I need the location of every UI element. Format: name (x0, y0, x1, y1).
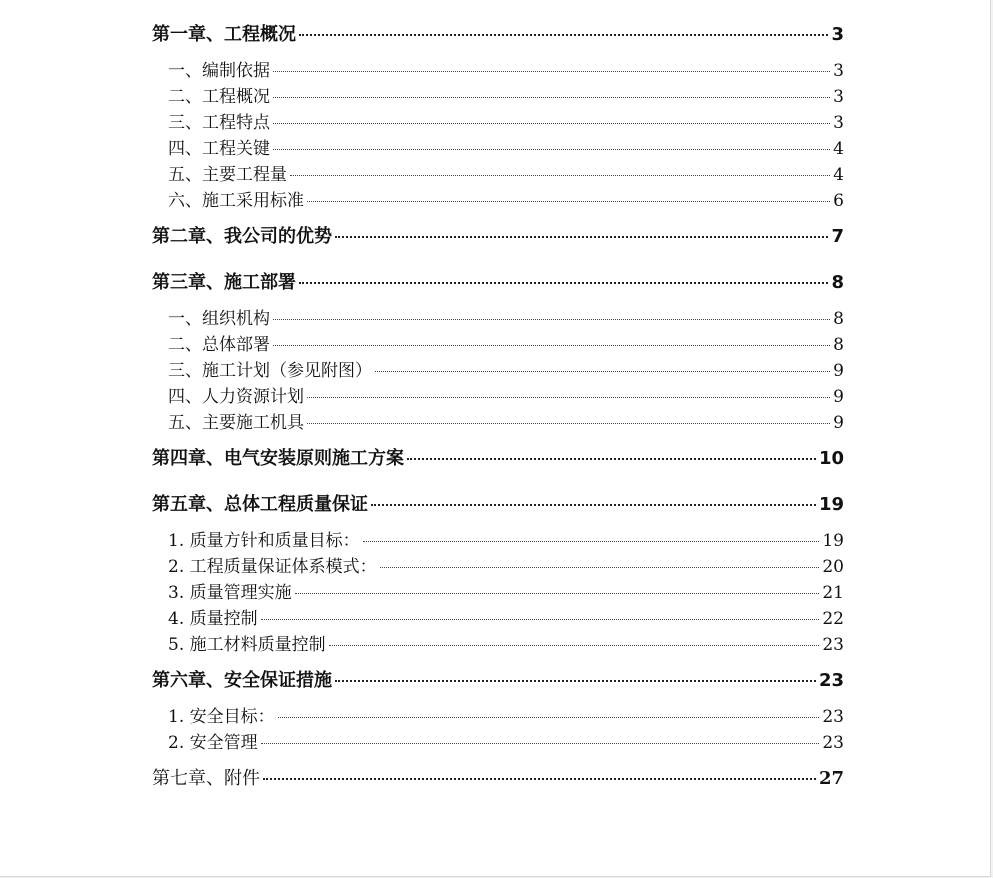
toc-entry[interactable] (152, 634, 844, 656)
toc-entry-title: 二、总体部署 (168, 335, 270, 355)
toc-entry-title: 一、编制依据 (168, 61, 270, 81)
toc-entry[interactable] (152, 670, 844, 692)
dot-leader (273, 123, 830, 124)
toc-entry-page: 7 (831, 226, 844, 247)
toc-entry[interactable] (152, 412, 844, 434)
dot-leader (307, 397, 830, 398)
dot-leader (329, 645, 820, 646)
dot-leader (299, 282, 828, 284)
toc-entry[interactable] (152, 768, 844, 790)
dot-leader (261, 619, 820, 620)
toc-entry-title: 1. 安全目标： (168, 707, 275, 727)
toc-entry-title: 3. 质量管理实施 (168, 583, 292, 603)
toc-entry-page: 8 (831, 272, 844, 293)
toc-entry-page: 19 (818, 494, 844, 515)
toc-entry-title: 4. 质量控制 (168, 609, 258, 629)
toc-entry-title: 第一章、工程概况 (152, 24, 296, 45)
toc-entry[interactable] (152, 272, 844, 294)
toc-entry-title: 第七章、附件 (152, 768, 260, 789)
toc-entry-page: 6 (833, 191, 844, 211)
toc-entry-title: 六、施工采用标准 (168, 191, 304, 211)
toc-entry[interactable] (152, 138, 844, 160)
toc-entry-page: 3 (833, 87, 844, 107)
toc-entry[interactable] (152, 360, 844, 382)
toc-entry[interactable] (152, 86, 844, 108)
toc-entry[interactable] (152, 556, 844, 578)
toc-entry[interactable] (152, 448, 844, 470)
toc-entry-title: 2. 工程质量保证体系模式： (168, 557, 377, 577)
dot-leader (307, 201, 830, 202)
dot-leader (307, 423, 830, 424)
toc-entry[interactable] (152, 112, 844, 134)
dot-leader (263, 778, 816, 780)
toc-entry[interactable] (152, 582, 844, 604)
toc-entry[interactable] (152, 60, 844, 82)
toc-entry-page: 9 (833, 387, 844, 407)
toc-entry-title: 二、工程概况 (168, 87, 270, 107)
toc-entry-title: 四、人力资源计划 (168, 387, 304, 407)
dot-leader (273, 97, 830, 98)
dot-leader (407, 458, 816, 460)
toc-entry[interactable] (152, 386, 844, 408)
toc-entry-page: 4 (833, 165, 844, 185)
toc-entry-page: 23 (822, 707, 844, 727)
toc-entry-title: 第五章、总体工程质量保证 (152, 494, 368, 515)
toc-entry[interactable] (152, 334, 844, 356)
dot-leader (299, 34, 828, 36)
toc-entry-title: 5. 施工材料质量控制 (168, 635, 326, 655)
toc-entry-title: 1. 质量方针和质量目标： (168, 531, 360, 551)
toc-entry-title: 第三章、施工部署 (152, 272, 296, 293)
toc-entry[interactable] (152, 226, 844, 248)
toc-entry[interactable] (152, 24, 844, 46)
toc-entry-title: 三、施工计划（参见附图） (168, 361, 372, 381)
toc-entry-title: 第六章、安全保证措施 (152, 670, 332, 691)
dot-leader (273, 319, 830, 320)
dot-leader (363, 541, 820, 542)
toc-entry-page: 21 (822, 583, 844, 603)
dot-leader (261, 743, 820, 744)
toc-entry-page: 9 (833, 361, 844, 381)
toc-entry-page: 8 (833, 335, 844, 355)
toc-entry-page: 8 (833, 309, 844, 329)
dot-leader (295, 593, 820, 594)
toc-entry-page: 10 (818, 448, 844, 469)
toc-entry-title: 五、主要工程量 (168, 165, 287, 185)
toc-entry-title: 2. 安全管理 (168, 733, 258, 753)
toc-entry[interactable] (152, 308, 844, 330)
toc-entry-title: 一、组织机构 (168, 309, 270, 329)
toc-entry[interactable] (152, 732, 844, 754)
toc-entry[interactable] (152, 530, 844, 552)
toc-entry-page: 20 (822, 557, 844, 577)
toc-entry-page: 23 (822, 733, 844, 753)
dot-leader (278, 717, 820, 718)
toc-entry-title: 五、主要施工机具 (168, 413, 304, 433)
toc-entry-page: 23 (822, 635, 844, 655)
toc-entry-page: 23 (818, 670, 844, 691)
dot-leader (273, 149, 830, 150)
dot-leader (335, 236, 828, 238)
dot-leader (273, 71, 830, 72)
dot-leader (335, 680, 816, 682)
toc-entry-page: 19 (822, 531, 844, 551)
toc-entry[interactable] (152, 164, 844, 186)
toc-entry-page: 3 (833, 113, 844, 133)
toc-entry-page: 3 (833, 61, 844, 81)
toc-entry-title: 第二章、我公司的优势 (152, 226, 332, 247)
toc-entry[interactable] (152, 706, 844, 728)
dot-leader (290, 175, 830, 176)
toc-entry-page: 4 (833, 139, 844, 159)
toc-entry-page: 22 (822, 609, 844, 629)
dot-leader (375, 371, 830, 372)
toc-entry-title: 三、工程特点 (168, 113, 270, 133)
dot-leader (371, 504, 816, 506)
toc-entry[interactable] (152, 608, 844, 630)
toc-entry[interactable] (152, 494, 844, 516)
toc-entry-title: 第四章、电气安装原则施工方案 (152, 448, 404, 469)
dot-leader (273, 345, 830, 346)
dot-leader (380, 567, 820, 568)
toc-entry-page: 9 (833, 413, 844, 433)
toc-entry[interactable] (152, 190, 844, 212)
toc-entry-page: 27 (818, 768, 844, 789)
toc-entry-page: 3 (831, 24, 844, 45)
toc-entry-title: 四、工程关键 (168, 139, 270, 159)
